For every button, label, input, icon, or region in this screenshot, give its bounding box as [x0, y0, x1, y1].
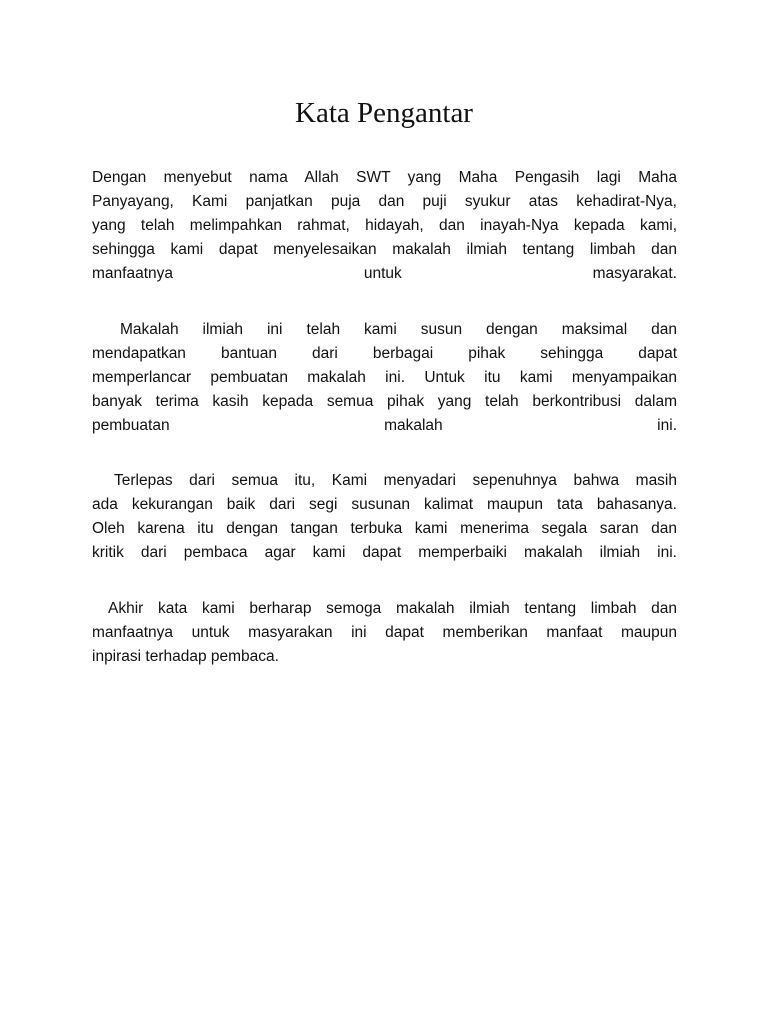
text-line: memperlancar pembuatan makalah ini. Untuk itu kami menyampaikan	[92, 369, 677, 386]
text-line: pembuatan makalah ini.	[92, 417, 677, 434]
paragraph-1	[92, 166, 677, 286]
text-line: inpirasi terhadap pembaca.	[92, 648, 279, 665]
text-line: sehingga kami dapat menyelesaikan makalah ilmiah tentang limbah dan	[92, 241, 677, 258]
paragraph-3	[92, 469, 677, 565]
text-line: banyak terima kasih kepada semua pihak yang telah berkontribusi dalam	[92, 393, 677, 410]
text-line: Makalah ilmiah ini telah kami susun dengan maksimal dan	[120, 321, 677, 338]
text-line: Oleh karena itu dengan tangan terbuka kami menerima segala saran dan	[92, 520, 677, 537]
paragraph-4	[92, 597, 677, 669]
paragraph-2	[92, 318, 677, 438]
text-line: ada kekurangan baik dari segi susunan kalimat maupun tata bahasanya.	[92, 496, 677, 513]
text-line: mendapatkan bantuan dari berbagai pihak sehingga dapat	[92, 345, 677, 362]
text-line: Dengan menyebut nama Allah SWT yang Maha Pengasih lagi Maha	[92, 169, 677, 186]
text-line: Panyayang, Kami panjatkan puja dan puji syukur atas kehadirat-Nya,	[92, 193, 677, 210]
page-title: Kata Pengantar	[295, 97, 473, 129]
text-line: yang telah melimpahkan rahmat, hidayah, dan inayah-Nya kepada kami,	[92, 217, 677, 234]
text-line: manfaatnya untuk masyarakat.	[92, 265, 677, 282]
text-line: Akhir kata kami berharap semoga makalah ilmiah tentang limbah dan	[108, 600, 677, 617]
text-line: manfaatnya untuk masyarakan ini dapat memberikan manfaat maupun	[92, 624, 677, 641]
text-line: Terlepas dari semua itu, Kami menyadari sepenuhnya bahwa masih	[114, 472, 677, 489]
text-line: kritik dari pembaca agar kami dapat memperbaiki makalah ilmiah ini.	[92, 544, 677, 561]
